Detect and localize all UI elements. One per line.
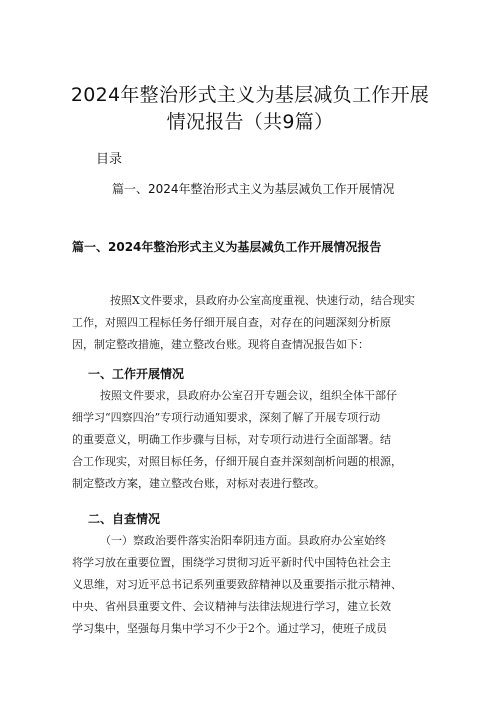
heading-self-inspection: 二、自查情况 xyxy=(88,512,161,526)
para-line: 学习集中，坚强每月集中学习不少于2个。通过学习，使班子成员 xyxy=(72,622,387,635)
para-line: 义思维，对习近平总书记系列重要致辞精神以及重要指示批示精神、 xyxy=(72,578,402,591)
para-line: 的重要意义，明确工作步骤与目标，对专项行动进行全面部署。结 xyxy=(72,433,391,446)
para-line: 合工作现实，对照目标任务，仔细开展自查并深刻剖析问题的根源， xyxy=(72,455,402,468)
para-line: 制定整改方案，建立整改台账，对标对表进行整改。 xyxy=(72,477,325,490)
para-line: 细学习“四察四治”专项行动通知要求，深刻了解了开展专项行动 xyxy=(72,411,381,424)
intro-line: 按照X文件要求，县政府办公室高度重视、快速行动，结合现实 xyxy=(110,294,415,307)
toc-heading: 目录 xyxy=(96,152,123,167)
work-progress-paragraph xyxy=(72,385,428,495)
para-line: 按照文件要求，县政府办公室召开专题会议，组织全体干部仔 xyxy=(100,389,397,402)
self-inspection-paragraph xyxy=(72,530,428,640)
para-line: 将学习放在重要位置，围绕学习贯彻习近平新时代中国特色社会主 xyxy=(72,556,391,569)
toc-item[interactable]: 篇一、2024年整治形式主义为基层减负工作开展情况 xyxy=(112,182,395,196)
document-title-line1: 2024年整治形式主义为基层减负工作开展 xyxy=(70,84,430,106)
heading-work-progress: 一、工作开展情况 xyxy=(88,367,185,381)
para-line: （一）察政治要件落实治阳奉阴违方面。县政府办公室始终 xyxy=(100,534,386,547)
intro-line: 工作，对照四工程标任务仔细开展自查，对存在的问题深刻分析原 xyxy=(72,316,391,329)
intro-paragraph xyxy=(72,290,428,356)
intro-line: 因，制定整改措施，建立整改台账。现将自查情况报告如下： xyxy=(72,338,369,351)
section-title: 篇一、2024年整治形式主义为基层减负工作开展情况报告 xyxy=(72,240,382,254)
para-line: 中央、省州县重要文件、会议精神与法律法规进行学习，建立长效 xyxy=(72,600,391,613)
document-title-line2: 情况报告（共9篇） xyxy=(166,111,334,133)
